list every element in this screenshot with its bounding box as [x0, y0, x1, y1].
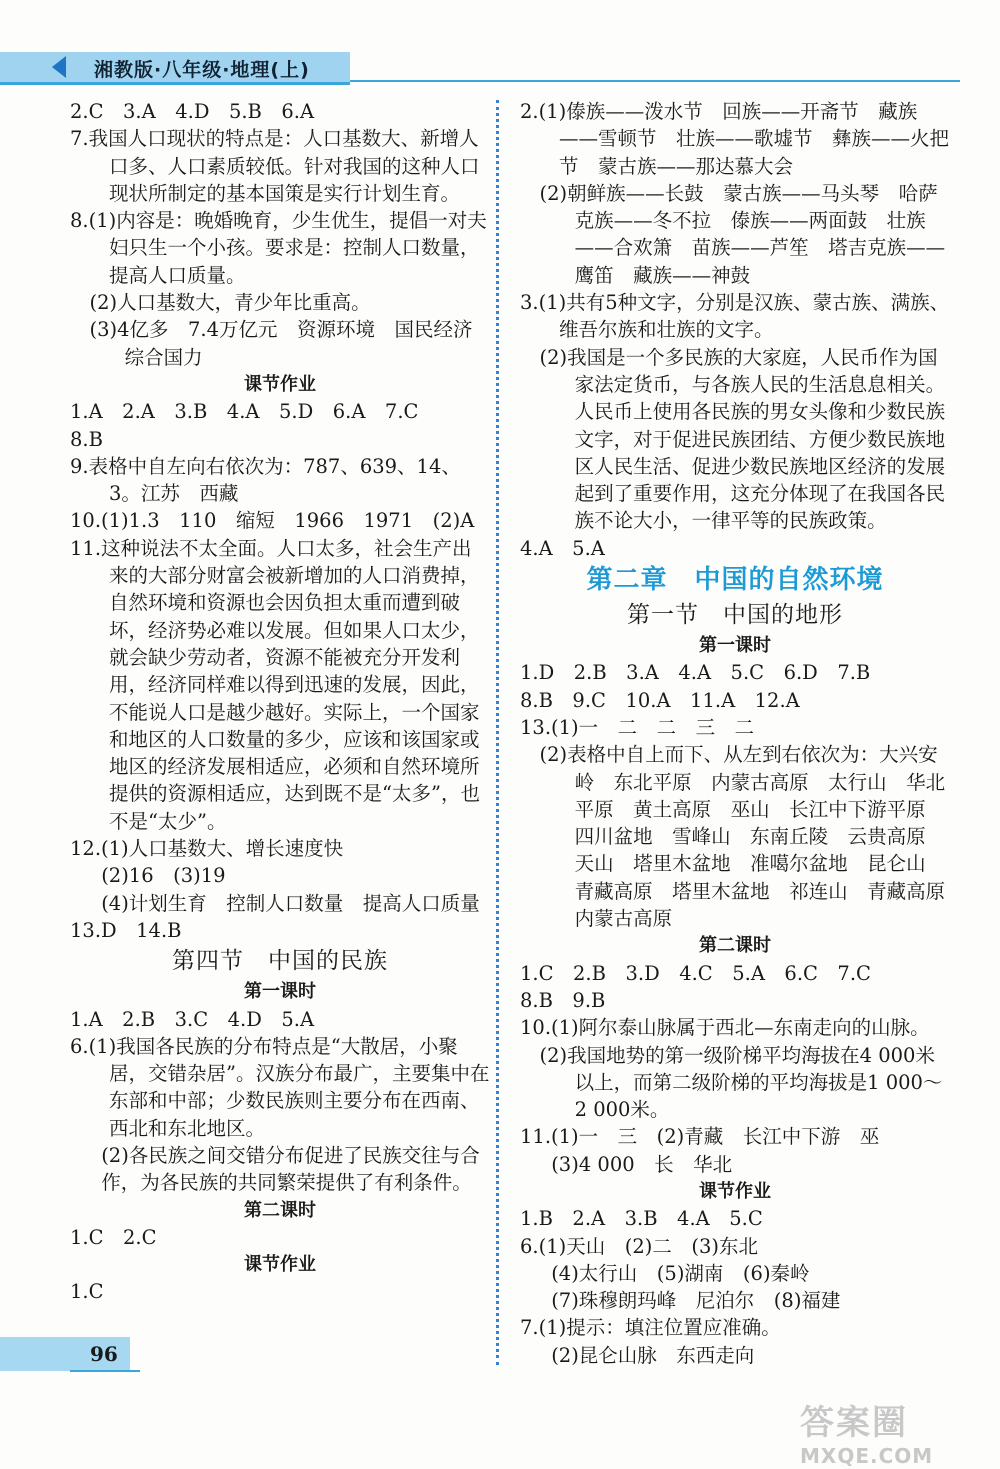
answer-line: 1.C 2.C [70, 1225, 157, 1249]
answer-line: 6.(1)天山 (2)二 (3)东北 [520, 1234, 758, 1258]
answer-line: 4.A 5.A [520, 536, 605, 560]
answer-line: (2)人口基数大，青少年比重高。 [89, 291, 371, 315]
answer-line: (3)4亿多 7.4万亿元 资源环境 国民经济 综合国力 [89, 318, 493, 369]
answer-line: (2)16 (3)19 [101, 864, 226, 888]
header-rule [350, 80, 960, 82]
answer-line: 1.B 2.A 3.B 4.A 5.C [520, 1207, 763, 1231]
answer-line: 2.(1)傣族——泼水节 回族——开斋节 藏族——雪顿节 壮族——歌墟节 彝族——火把节 蒙古族——那达慕大会 [520, 100, 950, 178]
answer-line: (2)各民族之间交错分布促进了民族交往与合作，为各民族的共同繁荣提供了有利条件。 [101, 1143, 480, 1195]
answer-line: (2)我国地势的第一级阶梯平均海拔在4 000米以上，而第二级阶梯的平均海拔是1 000～2 000米。 [539, 1043, 943, 1122]
arrow-left-icon [52, 56, 66, 78]
answer-line: 8.(1)内容是：晚婚晚育，少生优生，提倡一对夫妇只生一个小孩。要求是：控制人口数量，提高人口质量。 [70, 209, 487, 287]
answer-line: (2)表格中自上而下、从左到右依次为：大兴安岭 东北平原 内蒙古高原 太行山 华北平原 黄土高原 巫山 长江中下游平原 四川盆地 雪峰山 东南丘陵 云贵高原 天山 塔里木盆地 准噶尔盆地 昆仑山 青藏高原 塔里木盆地 祁连山 青藏高原 内蒙古高原 [539, 743, 965, 931]
lesson-heading: 课节作业 [244, 373, 316, 395]
answer-line: 11.(1)一 三 (2)青藏 长江中下游 巫 [520, 1125, 880, 1149]
page-number: 96 [90, 1342, 118, 1366]
lesson-heading: 课节作业 [244, 1254, 316, 1276]
answer-line: (2)朝鲜族——长鼓 蒙古族——马头琴 哈萨克族——冬不拉 傣族——两面鼓 壮族——合欢箫 苗族——芦笙 塔吉克族——鹰笛 藏族——神鼓 [539, 181, 946, 287]
answer-line: 9.表格中自左向右依次为：787、639、14、3。江苏 西藏 [70, 454, 461, 506]
lesson-heading: 第一课时 [244, 981, 316, 1003]
answer-line: 11.这种说法不太全面。人口太多，社会生产出来的大部分财富会被新增加的人口消费掉，自然环境和资源也会因负担太重而遭到破坏，经济势必难以发展。但如果人口太少，就会缺少劳动者，资源不能被充分开发利用，经济同样难以得到迅速的发展，因此，不能说人口是越少越好。实际上，一个国家和地区的人口数量的多少，应该和该国家或地区的经济发展相适应，必须和自然环境所提供的资源相适应，达到既不是“太多”，也不是“太少”。 [70, 536, 480, 833]
answer-line: (4)计划生育 控制人口数量 提高人口质量 [101, 891, 480, 915]
answer-line: 13.(1)一 二 二 三 二 [520, 715, 755, 739]
right-column [520, 98, 965, 1369]
answer-line: 8.B [70, 427, 103, 451]
answer-line: (7)珠穆朗玛峰 尼泊尔 (8)福建 [551, 1289, 841, 1313]
answer-line: (2)昆仑山脉 东西走向 [551, 1343, 755, 1367]
header-title: 湘教版·八年级·地理(上) [94, 59, 310, 81]
section-heading: 第一节 中国的地形 [627, 602, 843, 629]
watermark-logo [800, 1395, 990, 1468]
answer-line: 12.(1)人口基数大、增长速度快 [70, 837, 344, 861]
section-heading: 第四节 中国的民族 [172, 948, 388, 975]
lesson-heading: 课节作业 [699, 1180, 771, 1202]
page-number-rule [70, 1370, 140, 1372]
answer-line: 1.C 2.B 3.D 4.C 5.A 6.C 7.C [520, 961, 871, 985]
answer-line: 7.我国人口现状的特点是：人口基数大、新增人口多、人口素质较低。针对我国的这种人口现状所制定的基本国策是实行计划生育。 [70, 127, 480, 205]
answer-line: (2)我国是一个多民族的大家庭，人民币作为国家法定货币，与各族人民的生活息息相关。人民币上使用各民族的男女头像和少数民族文字，对于促进民族团结、方便少数民族地区人民生活、促进少数民族地区经济的发展起到了重要作用，这充分体现了在我国各民族不论大小，一律平等的民族政策。 [539, 345, 946, 533]
answer-line: 8.B 9.C 10.A 11.A 12.A [520, 688, 800, 712]
answer-line: 13.D 14.B [70, 918, 182, 942]
lesson-heading: 第二课时 [699, 935, 771, 957]
answer-line: 6.(1)我国各民族的分布特点是“大散居，小聚居，交错杂居”。汉族分布最广，主要集中在东部和中部；少数民族则主要分布在西南、西北和东北地区。 [70, 1034, 490, 1140]
lesson-heading: 第二课时 [244, 1199, 316, 1221]
answer-line: 8.B 9.B [520, 988, 606, 1012]
watermark-line1: 答案圈 [800, 1403, 908, 1443]
answer-line: 10.(1)1.3 110 缩短 1966 1971 (2)A [70, 509, 475, 533]
lesson-heading: 第一课时 [699, 635, 771, 657]
answer-line: 1.A 2.B 3.C 4.D 5.A [70, 1007, 315, 1031]
watermark-line2: MXQE.COM [800, 1444, 934, 1468]
answer-line: 1.D 2.B 3.A 4.A 5.C 6.D 7.B [520, 661, 871, 685]
answer-line: (3)4 000 长 华北 [551, 1152, 733, 1176]
left-column [70, 98, 493, 1306]
answer-line: 1.C [70, 1280, 104, 1304]
answer-line: 10.(1)阿尔泰山脉属于西北—东南走向的山脉。 [520, 1016, 930, 1040]
header-banner [0, 52, 350, 85]
column-divider [496, 100, 499, 1365]
answer-line: 2.C 3.A 4.D 5.B 6.A [70, 100, 315, 123]
chapter-heading: 第二章 中国的自然环境 [586, 565, 884, 596]
answer-line: 1.A 2.A 3.B 4.A 5.D 6.A 7.C [70, 400, 419, 424]
answer-line: 3.(1)共有5种文字，分别是汉族、蒙古族、满族、维吾尔族和壮族的文字。 [520, 291, 950, 342]
answer-line: 7.(1)提示：填注位置应准确。 [520, 1316, 781, 1340]
answer-line: (4)太行山 (5)湖南 (6)秦岭 [551, 1261, 810, 1285]
